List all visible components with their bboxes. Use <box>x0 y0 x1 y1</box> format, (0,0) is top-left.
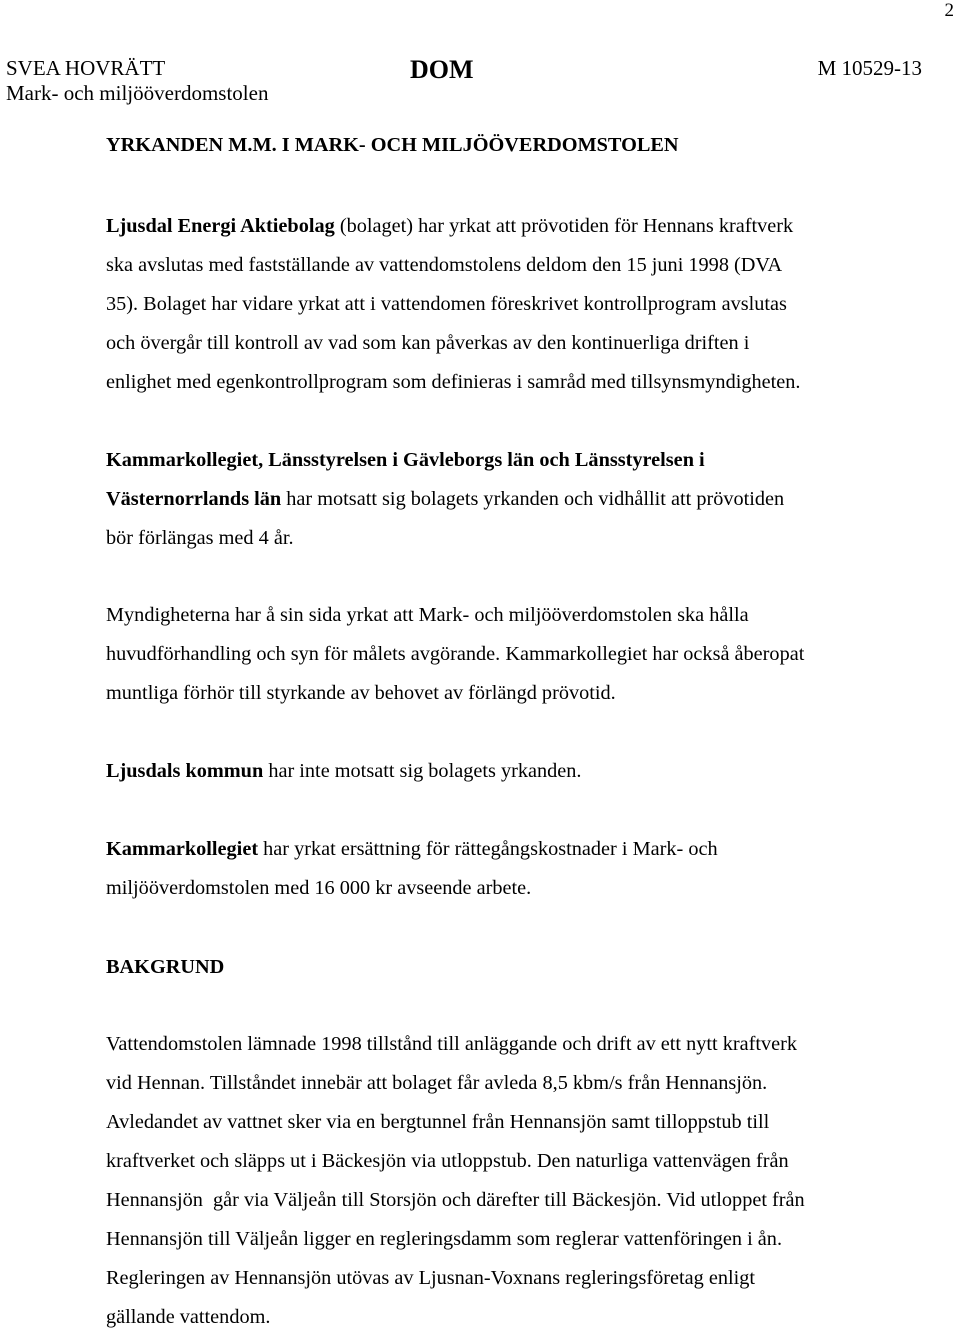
party-name: Kammarkollegiet <box>106 838 259 860</box>
text-line: enlighet med egenkontrollprogram som definieras i samråd med tillsynsmyndigheten. <box>106 371 801 393</box>
party-name: Västernorrlands län <box>106 488 282 510</box>
text-line: Vattendomstolen lämnade 1998 tillstånd till anläggande och drift av ett nytt kraftverk <box>106 1033 798 1055</box>
paragraph-municipality <box>106 752 906 791</box>
text-line: Myndigheterna har å sin sida yrkat att Mark- och miljööverdomstolen ska hålla <box>106 604 749 626</box>
text-line: muntliga förhör till styrkande av behovet av förlängd prövotid. <box>106 682 616 704</box>
court-name: SVEA HOVRÄTT <box>6 56 166 80</box>
paragraph-costs <box>106 830 906 908</box>
party-name: Ljusdals kommun <box>106 760 264 782</box>
text-line: 35). Bolaget har vidare yrkat att i vattendomen föreskrivet kontrollprogram avslutas <box>106 293 787 315</box>
section-heading-claims: YRKANDEN M.M. I MARK- OCH MILJÖÖVERDOMSTOLEN <box>106 134 679 156</box>
text-line: huvudförhandling och syn för målets avgörande. Kammarkollegiet har också åberopat <box>106 643 805 665</box>
text-line: har yrkat ersättning för rättegångskostnader i Mark- och <box>258 838 718 860</box>
text-line: vid Hennan. Tillståndet innebär att bolaget får avleda 8,5 kbm/s från Hennansjön. <box>106 1072 768 1094</box>
text-line: Hennansjön till Väljeån ligger en regleringsdamm som reglerar vattenföringen i ån. <box>106 1228 783 1250</box>
paragraph-company-claims <box>106 207 906 402</box>
text-line: Regleringen av Hennansjön utövas av Ljusnan-Voxnans regleringsföretag enligt <box>106 1267 756 1289</box>
paragraph-authorities-opposition <box>106 441 906 558</box>
text-line: har inte motsatt sig bolagets yrkanden. <box>263 760 582 782</box>
case-number: M 10529-13 <box>817 56 922 80</box>
text-line: bör förlängas med 4 år. <box>106 527 294 549</box>
page-number: 2 <box>944 0 954 21</box>
text-line: ska avslutas med fastställande av vattendomstolens deldom den 15 juni 1998 (DVA <box>106 254 783 276</box>
section-heading-background: BAKGRUND <box>106 956 225 978</box>
court-division: Mark- och miljööverdomstolen <box>6 81 269 105</box>
party-name: Ljusdal Energi Aktiebolag <box>106 215 335 237</box>
text-line: gällande vattendom. <box>106 1306 271 1328</box>
text-line: Hennansjön går via Väljeån till Storsjön och därefter till Bäckesjön. Vid utloppet från <box>106 1189 805 1211</box>
text-line: kraftverket och släpps ut i Bäckesjön via utloppstub. Den naturliga vattenvägen från <box>106 1150 789 1172</box>
text-line: har motsatt sig bolagets yrkanden och vidhållit att prövotiden <box>281 488 785 510</box>
text-line: Avledandet av vattnet sker via en bergtunnel från Hennansjön samt tilloppstub till <box>106 1111 770 1133</box>
document-type: DOM <box>410 55 474 84</box>
text-line: (bolaget) har yrkat att prövotiden för Hennans kraftverk <box>334 215 794 237</box>
party-name: Kammarkollegiet, Länsstyrelsen i Gävleborgs län och Länsstyrelsen i <box>106 449 705 471</box>
paragraph-main-hearing <box>106 596 906 713</box>
paragraph-background <box>106 1025 906 1337</box>
text-line: miljööverdomstolen med 16 000 kr avseende arbete. <box>106 877 532 899</box>
text-line: och övergår till kontroll av vad som kan påverkas av den kontinuerliga driften i <box>106 332 750 354</box>
